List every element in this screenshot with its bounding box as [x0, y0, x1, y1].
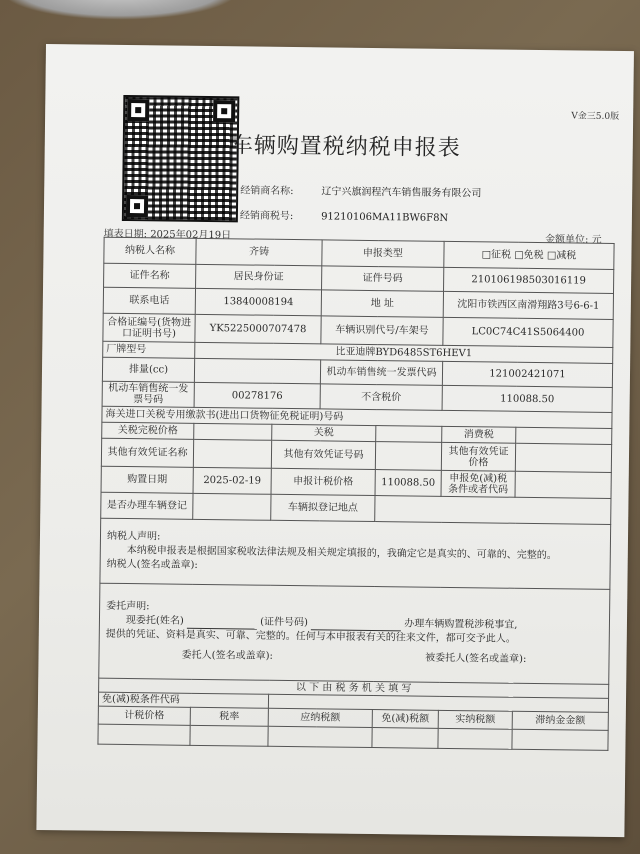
other-cert-name-cell	[193, 439, 271, 468]
dealer-name-label: 经销商名称:	[240, 185, 294, 198]
model-label: 厂牌型号	[103, 341, 195, 358]
registered-label: 是否办理车辆登记	[101, 492, 193, 519]
customs-label: 海关进口关税专用缴款书(进出口货物征免税证明)号码	[102, 406, 612, 428]
invoice-code-value: 121002421071	[442, 361, 612, 387]
declare-type-label: 申报类型	[322, 240, 444, 267]
other-cert-price-cell	[515, 443, 611, 472]
exempt-code-cell	[515, 471, 611, 498]
tariff-cell	[376, 426, 442, 443]
purchase-date-value: 2025-02-19	[193, 467, 271, 494]
other-cert-no-cell	[375, 442, 441, 471]
customs-value-cell	[194, 423, 272, 440]
taxpayer-name-label: 纳税人名称	[104, 237, 196, 264]
consumption-tax-cell	[516, 427, 612, 444]
declaration-text: 本纳税申报表是根据国家税收法律法规及相关规定填报的，我确定它是真实的、可靠的、完整的。	[126, 545, 557, 562]
entrust-name-blank	[187, 618, 257, 630]
col-late-fee: 滞纳金金额	[512, 711, 608, 730]
other-cert-no-label: 其他有效凭证号码	[271, 440, 375, 469]
entrust-declaration	[99, 583, 610, 684]
entrust-line1-b: (证件号码)	[260, 616, 309, 629]
amount-unit: 金额单位: 元	[545, 234, 602, 246]
cert-no-label: 证件号码	[322, 266, 444, 291]
late-fee-cell	[512, 729, 608, 750]
form-version: V金三5.0版	[571, 111, 620, 123]
excl-tax-value: 110088.50	[442, 385, 612, 412]
tax-due-cell	[268, 726, 372, 747]
declaration-sign: 纳税人(签名或盖章):	[106, 558, 198, 571]
tax-price-cell	[98, 724, 190, 745]
qr-code	[122, 95, 240, 222]
exempt-code-label: 申报免(减)税条件或者代码	[441, 470, 515, 497]
purchase-date-label: 购置日期	[101, 466, 193, 493]
taxpayer-name-value: 齐铸	[196, 238, 322, 266]
table-row	[99, 583, 610, 684]
declared-price-value: 110088.50	[375, 470, 441, 497]
cert-name-value: 居民身份证	[196, 264, 322, 290]
phone-label: 联系电话	[103, 287, 195, 314]
entrust-line1-a: 现委托(姓名)	[125, 615, 184, 627]
displacement-value	[194, 358, 320, 384]
customs-value-label: 关税完税价格	[102, 422, 194, 439]
tariff-label: 关税	[272, 424, 376, 441]
paid-amount-cell	[438, 728, 512, 749]
declaration-table	[97, 237, 614, 751]
qr-finder-top-left	[127, 99, 149, 121]
dealer-name-row	[240, 181, 481, 199]
cert-cert-value: YK5225000707478	[195, 314, 321, 344]
entrust-sign-row	[105, 648, 602, 668]
registered-cell	[193, 493, 271, 520]
address-value: 沈阳市铁西区南滑翔路3号6-6-1	[443, 291, 613, 319]
col-tax-rate: 税率	[190, 707, 268, 726]
declared-price-label: 申报计税价格	[271, 468, 375, 495]
reg-location-label: 车辆拟登记地点	[271, 494, 375, 521]
vin-label: 车辆识别代号/车架号	[321, 316, 443, 345]
dealer-code-value: 91210106MA11BW6F8N	[321, 211, 449, 224]
vin-value: LC0C74C41S5064400	[443, 317, 613, 347]
model-value: 比亚迪牌BYD6485ST6HEV1	[195, 342, 613, 363]
invoice-no-value: 00278176	[194, 382, 320, 409]
col-exempt-amount: 免(减)税额	[372, 710, 438, 729]
entrust-heading: 委托声明:	[106, 600, 150, 613]
invoice-code-label: 机动车销售统一发票代码	[320, 360, 442, 385]
qr-finder-top-right	[213, 100, 235, 122]
background-object	[0, 0, 240, 20]
agent-sign: 被委托人(签名或盖章):	[425, 652, 527, 665]
fill-date: 填表日期: 2025年02月19日	[103, 228, 232, 242]
displacement-label: 排量(cc)	[102, 357, 194, 382]
col-tax-due: 应纳税额	[268, 708, 372, 727]
tax-rate-cell	[190, 725, 268, 746]
other-cert-price-label: 其他有效凭证价格	[441, 442, 515, 471]
declare-type-options: □征税 □免税 □减税	[444, 241, 614, 269]
other-cert-name-label: 其他有效凭证名称	[101, 438, 193, 467]
page-title: 车辆购置税纳税申报表	[230, 133, 461, 162]
tax-office-exempt-code-label: 免(减)税条件代码	[98, 692, 268, 708]
col-paid-amount: 实纳税额	[438, 710, 512, 729]
taxpayer-declaration	[100, 518, 611, 589]
table-row	[100, 518, 611, 589]
cert-cert-label: 合格证编号(货物进口证明书号)	[103, 313, 195, 342]
excl-tax-label: 不含税价	[320, 384, 442, 410]
cert-name-label: 证件名称	[104, 263, 196, 288]
principal-sign: 委托人(签名或盖章):	[181, 649, 273, 662]
declaration-heading: 纳税人声明:	[106, 530, 161, 543]
invoice-no-label: 机动车销售统一发票号码	[102, 381, 194, 407]
entrust-line1-c: 办理车辆购置税涉税事宜,	[404, 618, 518, 631]
dealer-code-row	[240, 206, 448, 224]
reg-location-cell	[375, 496, 611, 525]
dealer-code-label: 经销商税号:	[239, 210, 294, 223]
qr-finder-bottom-left	[126, 195, 148, 217]
col-tax-price: 计税价格	[98, 706, 190, 725]
dealer-name-value: 辽宁兴旗润程汽车销售服务有限公司	[321, 186, 482, 200]
entrust-line2: 提供的凭证、资料是真实、可靠、完整的。任何与本申报表有关的往来文件，都可交予此人。	[105, 628, 516, 645]
phone-value: 13840008194	[195, 288, 321, 316]
tax-office-heading: 以 下 由 税 务 机 关 填 写	[99, 678, 609, 698]
consumption-tax-label: 消费税	[442, 426, 516, 443]
exempt-amount-cell	[372, 728, 438, 749]
address-label: 地 址	[321, 290, 443, 317]
cert-no-value: 210106198503016119	[444, 267, 614, 293]
tax-form-paper	[36, 44, 634, 837]
